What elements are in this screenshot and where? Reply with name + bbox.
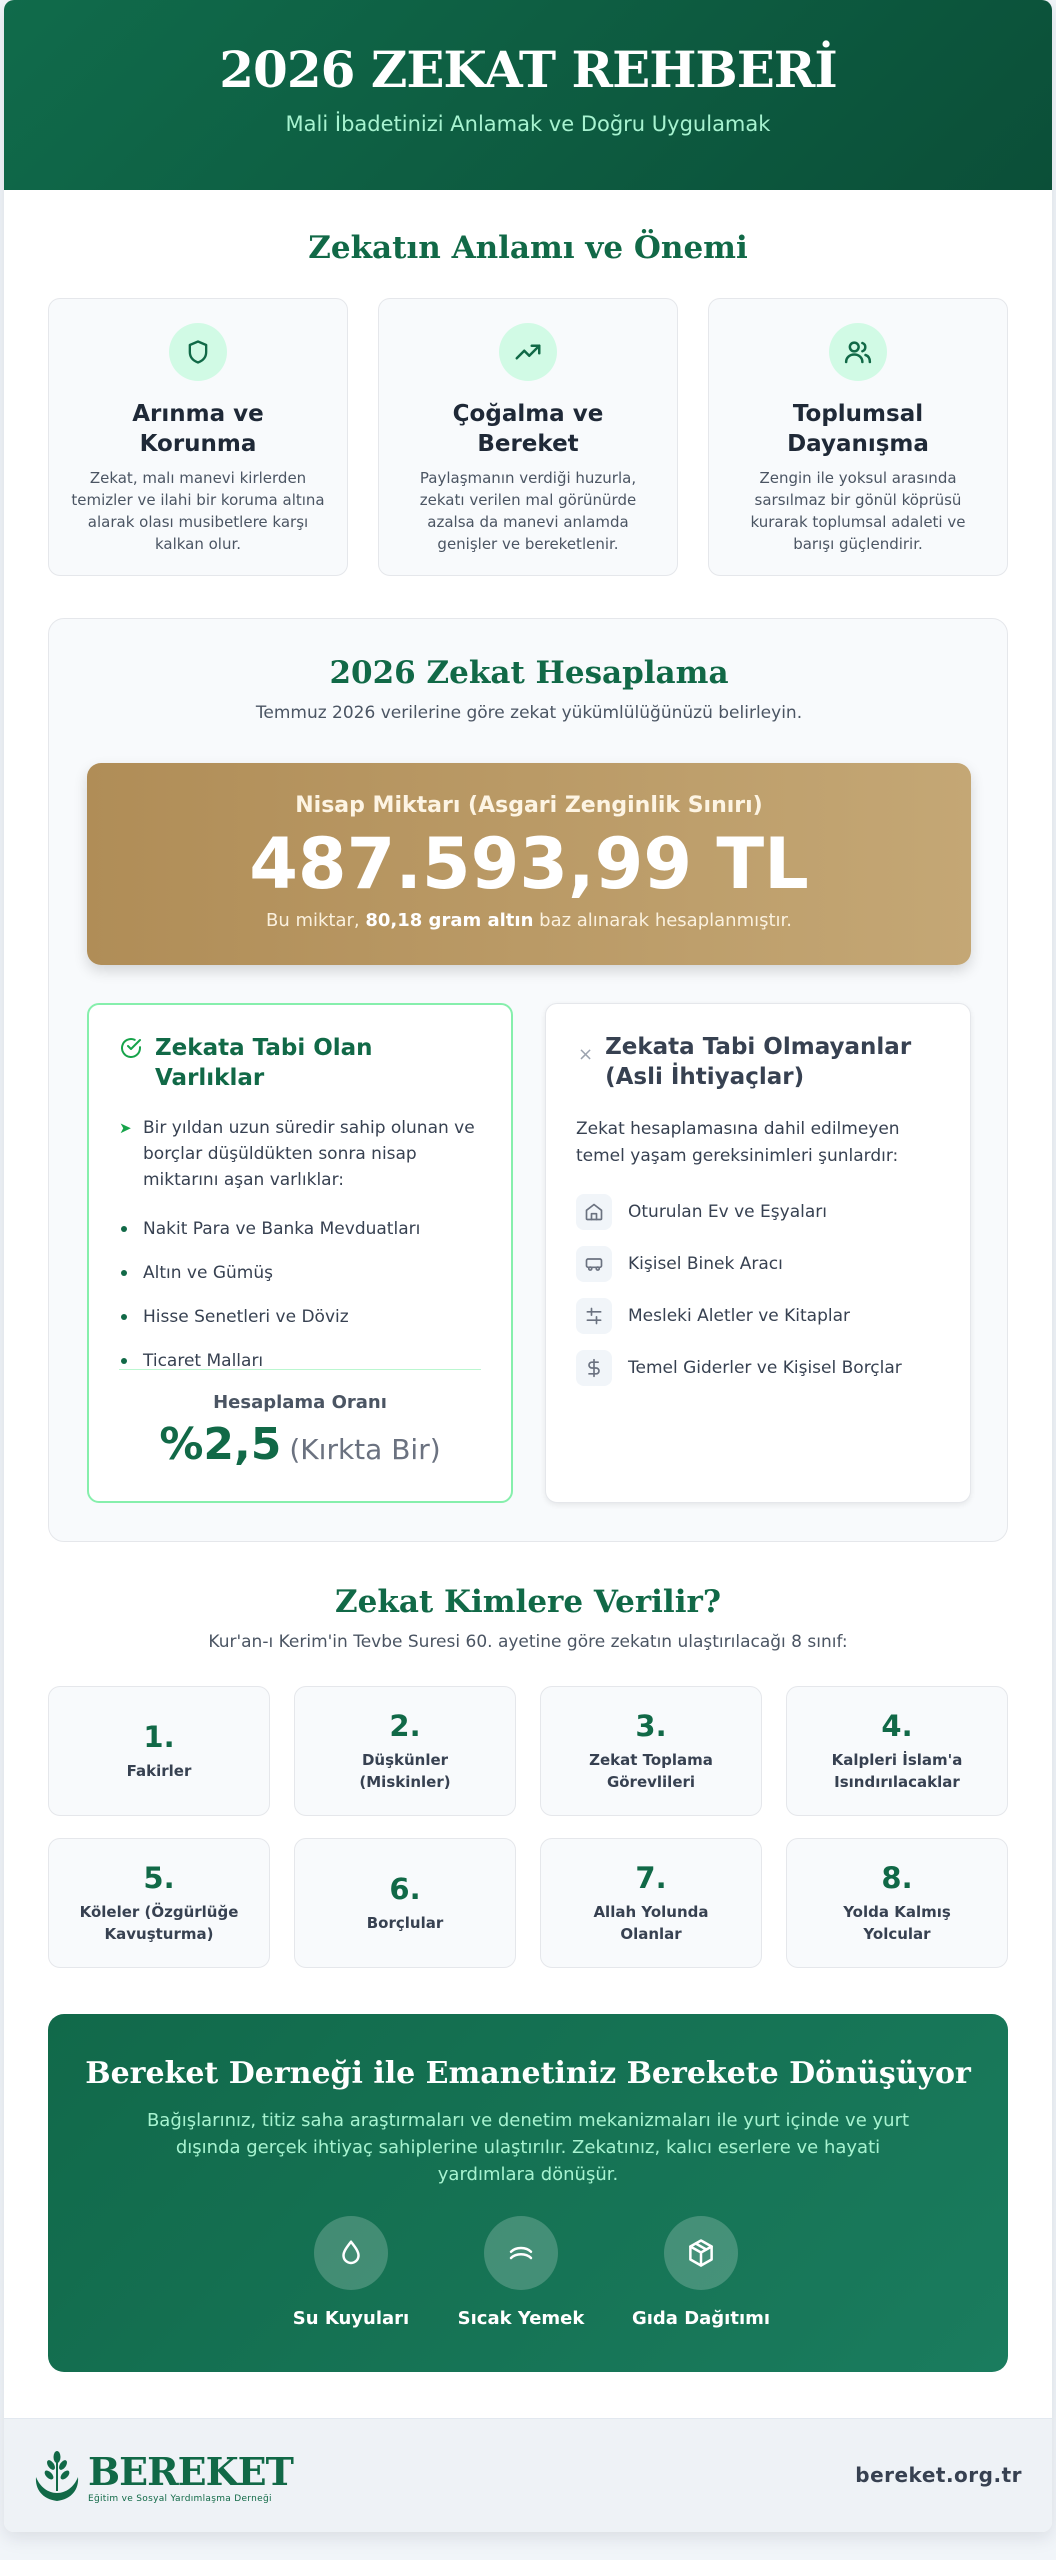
- recipient-number: 4.: [881, 1709, 913, 1743]
- bereket-logo[interactable]: [32, 2449, 293, 2507]
- shield-icon: [169, 323, 227, 381]
- meaning-card-text: Paylaşmanın verdiği huzurla, zekatı verilen mal görünürde azalsa da manevi anlamda genişler ve bereketlenir.: [419, 469, 637, 553]
- calculation-subtitle: Temmuz 2026 verilerine göre zekat yükümlülüğünüzü belirleyin.: [255, 703, 803, 723]
- recipient-label: Köleler (Özgürlüğe Kavuşturma): [79, 1903, 239, 1943]
- list-item: [576, 1238, 940, 1290]
- banner-item-food: [611, 2216, 791, 2329]
- list-item-label: Ticaret Malları: [143, 1351, 264, 1371]
- recipient-card: [786, 1838, 1008, 1968]
- meaning-card-abundance: [378, 298, 678, 576]
- logo-word: BEREKET: [88, 2449, 293, 2494]
- close-icon: ×: [578, 1044, 594, 1065]
- banner-item-water: [261, 2216, 441, 2329]
- check-circle-icon: [119, 1036, 143, 1064]
- subject-assets-intro-text: Bir yıldan uzun süredir sahip olunan ve borçlar düşüldükten sonra nisap miktarını aşan varlıklar:: [143, 1118, 475, 1190]
- nisap-note-prefix: Bu miktar,: [265, 910, 360, 931]
- exempt-assets-card: [545, 1003, 971, 1503]
- bereket-banner: [48, 2014, 1008, 2372]
- recipients-subtitle: Kur'an-ı Kerim'in Tevbe Suresi 60. ayetine göre zekatın ulaştırılacağı 8 sınıf:: [208, 1632, 848, 1652]
- trend-up-icon: [499, 323, 557, 381]
- banner-item-meal: [431, 2216, 611, 2329]
- logo-tagline: Eğitim ve Sosyal Yardımlaşma Derneği: [88, 2494, 272, 2504]
- list-item: [119, 1251, 481, 1295]
- banner-item-label: Gıda Dağıtımı: [631, 2308, 771, 2329]
- exempt-assets-list: [576, 1186, 940, 1394]
- recipient-card: [540, 1686, 762, 1816]
- exempt-assets-title: Zekata Tabi Olmayanlar (Asli İhtiyaçlar): [605, 1034, 912, 1090]
- list-item: [576, 1186, 940, 1238]
- rate-label: Hesaplama Oranı: [213, 1392, 387, 1413]
- bullet-icon: [121, 1314, 127, 1320]
- exempt-assets-header: [576, 1032, 940, 1092]
- recipient-label: Zekat Toplama Görevlileri: [589, 1751, 713, 1791]
- footer: [4, 2418, 1052, 2532]
- calculation-section: [48, 618, 1008, 1542]
- car-icon: [576, 1246, 612, 1282]
- list-item-label: Hisse Senetleri ve Döviz: [143, 1307, 349, 1327]
- recipient-label: Borçlular: [366, 1914, 444, 1932]
- nisap-note-gold: 80,18 gram altın: [365, 910, 534, 931]
- recipient-label: Fakirler: [126, 1762, 192, 1780]
- meaning-card-title: Çoğalma ve Bereket: [452, 401, 604, 457]
- exempt-assets-intro: Zekat hesaplamasına dahil edilmeyen temel yaşam gereksinimleri şunlardır:: [576, 1119, 900, 1166]
- recipient-number: 5.: [143, 1861, 175, 1895]
- meaning-card-solidarity: [708, 298, 1008, 576]
- list-item-label: Oturulan Ev ve Eşyaları: [628, 1202, 827, 1222]
- recipient-card: [294, 1838, 516, 1968]
- subject-assets-intro: [119, 1115, 481, 1193]
- banner-item-label: Sıcak Yemek: [457, 2308, 585, 2329]
- recipient-card: [48, 1838, 270, 1968]
- banner-text: Bağışlarınız, titiz saha araştırmaları ve denetim mekanizmaları ile yurt içinde ve yurt dışında gerçek ihtiyaç sahiplerine ulaştırılır. Zekatınız, kalıcı eserlere ve hayati yardımlara dönüşür.: [146, 2110, 910, 2185]
- bullet-icon: [121, 1270, 127, 1276]
- infographic-page: [4, 0, 1052, 2532]
- rate-note: (Kırkta Bir): [289, 1433, 441, 1466]
- recipient-number: 3.: [635, 1709, 667, 1743]
- water-drop-icon: [314, 2216, 388, 2290]
- logo-text: [88, 2449, 293, 2504]
- bullet-icon: [121, 1226, 127, 1232]
- subject-assets-card: [87, 1003, 513, 1503]
- recipient-card: [294, 1686, 516, 1816]
- recipient-label: Düşkünler (Miskinler): [359, 1751, 451, 1791]
- users-icon: [829, 323, 887, 381]
- bullet-icon: [121, 1358, 127, 1364]
- list-item-label: Altın ve Gümüş: [143, 1263, 273, 1283]
- website-link[interactable]: bereket.org.tr: [855, 2463, 1022, 2487]
- subject-assets-list: [119, 1207, 481, 1383]
- meaning-section-title: Zekatın Anlamı ve Önemi: [308, 230, 748, 266]
- tools-icon: [576, 1298, 612, 1334]
- recipient-number: 1.: [143, 1720, 175, 1754]
- meaning-card-text: Zekat, malı manevi kirlerden temizler ve ilahi bir koruma altına alarak olası musibetlere karşı kalkan olur.: [71, 469, 325, 553]
- page-subtitle: Mali İbadetinizi Anlamak ve Doğru Uygulamak: [285, 112, 771, 136]
- meaning-card-title: Arınma ve Korunma: [132, 401, 264, 457]
- nisap-note-suffix: baz alınarak hesaplanmıştır.: [539, 910, 793, 931]
- list-item: [576, 1342, 940, 1394]
- banner-title: Bereket Derneği ile Emanetiniz Berekete Dönüşüyor: [85, 2056, 971, 2091]
- hot-meal-icon: [484, 2216, 558, 2290]
- recipient-label: Allah Yolunda Olanlar: [593, 1903, 709, 1943]
- meaning-card-title: Toplumsal Dayanışma: [787, 401, 929, 457]
- recipients-title: Zekat Kimlere Verilir?: [335, 1584, 721, 1620]
- home-icon: [576, 1194, 612, 1230]
- calculation-title: 2026 Zekat Hesaplama: [329, 655, 729, 691]
- recipient-card: [786, 1686, 1008, 1816]
- list-item-label: Kişisel Binek Aracı: [628, 1254, 783, 1274]
- subject-assets-title: Zekata Tabi Olan Varlıklar: [155, 1035, 373, 1091]
- rate-value-row: [119, 1419, 481, 1470]
- nisap-banner: [87, 763, 971, 965]
- rate-value: %2,5: [159, 1419, 282, 1470]
- arrow-right-icon: ➤: [119, 1119, 132, 1137]
- recipient-card: [540, 1838, 762, 1968]
- meaning-card-text: Zengin ile yoksul arasında sarsılmaz bir gönül köprüsü kurarak toplumsal adaleti ve barışı güçlendirir.: [750, 469, 966, 553]
- list-item: [119, 1207, 481, 1251]
- meaning-card-purification: [48, 298, 348, 576]
- list-item-label: Nakit Para ve Banka Mevduatları: [143, 1219, 421, 1239]
- list-item-label: Mesleki Aletler ve Kitaplar: [628, 1306, 850, 1326]
- calculation-rate: [119, 1369, 481, 1470]
- nisap-note: [87, 910, 971, 931]
- header-banner: [4, 0, 1052, 190]
- subject-assets-header: [119, 1033, 481, 1093]
- recipient-number: 6.: [389, 1872, 421, 1906]
- banner-item-label: Su Kuyuları: [292, 2308, 410, 2329]
- page-title: 2026 ZEKAT REHBERİ: [219, 40, 837, 99]
- nisap-amount: 487.593,99 TL: [249, 823, 809, 905]
- recipient-label: Kalpleri İslam'a Isındırılacaklar: [831, 1751, 963, 1791]
- recipient-number: 7.: [635, 1861, 667, 1895]
- recipient-card: [48, 1686, 270, 1816]
- recipient-number: 2.: [389, 1709, 421, 1743]
- dollar-icon: [576, 1350, 612, 1386]
- recipient-number: 8.: [881, 1861, 913, 1895]
- package-icon: [664, 2216, 738, 2290]
- nisap-label: Nisap Miktarı (Asgari Zenginlik Sınırı): [295, 793, 763, 818]
- list-item: [119, 1295, 481, 1339]
- list-item: [576, 1290, 940, 1342]
- list-item-label: Temel Giderler ve Kişisel Borçlar: [628, 1358, 902, 1378]
- recipient-label: Yolda Kalmış Yolcular: [843, 1903, 951, 1943]
- crescent-wheat-icon: [32, 2449, 82, 2507]
